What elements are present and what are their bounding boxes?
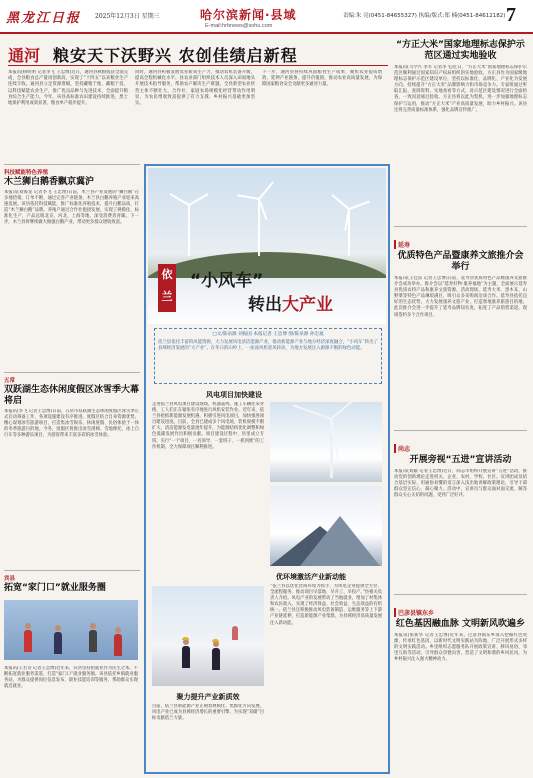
left-article-3	[4, 574, 139, 594]
turbine-closeup-photo	[270, 402, 382, 482]
left-article-2-text: 本报讯(李飞 记者王忠博)日前，五常市双跃湖生态休闲度假区冰雪季正式启动筹备工作，各项设施建设有序推进。度假区结合自身资源优势，精心谋划冰雪旅游项目，打造集冰雪娱乐、休闲度假、民俗体验于一体的冬季旅游目的地。今冬，度假区将推出冰雪滑梯、雪地摩托、冰上自行车等多种游乐项目，为游客带来丰富多彩的冰雪体验。	[4, 409, 139, 439]
lead-title: 粮安天下沃野兴 农创佳绩启新程	[53, 46, 298, 65]
person-head	[25, 623, 31, 629]
turbine-blade	[330, 402, 362, 420]
turbine-blade	[293, 404, 331, 420]
turbine-blade	[332, 194, 350, 210]
feature-story	[144, 164, 390, 774]
feature-text-2: “依兰县以优化营商环境为抓手，为风电企业提供全方位、全流程服务，推动项目早落地、早开工、早投产。”县相关负责人介绍。风电产业的发展带动了当地就业，增加了村集体和农民收入，实现了经济效益、社会效益、生态效益的有机统一。依兰县还积极推动风电装备制造、运维服务等上下游产业链延伸，打造新能源产业集群，为县域经济高质量发展注入新动能。	[270, 584, 382, 626]
divider	[394, 430, 527, 431]
turbine-blade	[188, 205, 190, 227]
lead-headline	[8, 40, 388, 66]
right-article-2-title: 优质特色产品暨康养文旅推介会举行	[397, 251, 524, 272]
divider	[4, 372, 140, 373]
section-title: 哈尔滨新闻·县域	[200, 8, 297, 22]
person-figure	[89, 630, 97, 652]
section-email: E-mail:hrbnews@sohu.com	[205, 23, 273, 29]
wind-farm-photo	[148, 168, 386, 324]
lead-column-3: 下一步，通河县将持续巩固粮食生产成果，聚焦农业提质增效，延伸产业链条，提升价值链，推动农业高质量发展，为保障国家粮食安全贡献更多通河力量。	[262, 70, 382, 88]
left-article-3-tag: 宾县	[4, 576, 16, 582]
divider	[4, 164, 140, 165]
worker-figure	[212, 648, 220, 670]
left-article-3-text: 本报讯(王若诗 记者王忠博)近年来，宾县坚持把就业作为民生之本，不断拓宽就业服务渠道，打造“家门口”就业服务圈。该县依托乡镇就业服务站，为群众提供岗位信息发布、职业技能培训等服务，帮助群众实现就近就业。	[4, 666, 138, 690]
right-article-3	[394, 436, 527, 597]
newspaper-logo: 黑龙江日报	[6, 11, 82, 26]
left-article-3-title: 拓宽“家门口”就业服务圈	[4, 583, 106, 593]
feature-byline: □文/陈泉源 刘振国 本报记者 王忠博 图/陈泉源 孙宏福	[212, 332, 324, 337]
right-article-4-text: 本报讯(张新华 记者王忠博)近年来，巴彦县镇东乡深入挖掘红色资源，传承红色基因，以新时代文明实践站为阵地，广泛开展形式多样的文明实践活动。乡里组织志愿服务队开展政策宣讲、移风易俗、邻里互助等活动，引导群众崇德向善，营造了文明和谐的乡风民风，为乡村振兴注入强大精神动力。	[394, 633, 527, 663]
right-article-1-title: “方正大米”国家地理标志保护示范区通过实地验收	[396, 40, 525, 61]
mountain-photo	[270, 486, 382, 566]
right-article-1	[394, 40, 527, 229]
workers-photo	[152, 586, 264, 686]
person-head	[55, 625, 61, 631]
lead-body	[8, 70, 388, 160]
left-article-1-title: 木兰狮白鹅香飘京冀沪	[4, 177, 95, 187]
left-article-2-title: 双跃湖生态休闲度假区冰雪季大幕将启	[4, 385, 140, 406]
lead-column-1: 本报讯(杨明明 记者李飞 王忠博)近日，通河县秋粮收获全面完成，全县粮食总产量再创新高，实现了“十四五”以来粮食生产连续丰收。通河县立足资源禀赋，坚持藏粮于地、藏粮于技，以科技赋能农业生产，推广优良品种与先进技术，全面提升粮食综合生产能力。今年，该县高标准农田建设持续推进，黑土地保护利用成效显著，粮食单产稳步提升。	[8, 70, 128, 107]
feature-title-line2	[248, 290, 333, 315]
right-article-4	[394, 600, 527, 773]
right-article-2	[394, 232, 527, 436]
feature-subhead-1: 风电项目加快建设	[206, 391, 262, 399]
issue-date: 2025年12月3日 星期三	[95, 13, 160, 20]
hard-hat	[182, 637, 189, 640]
climber-figure	[232, 626, 238, 640]
masthead	[0, 0, 533, 34]
hard-hat	[212, 639, 219, 642]
right-article-2-text: 本报讯(王佳雷 记者王忠博)日前，延寿县优质特色产品暨康养文旅推介会成功举办。推介会以“延寿好物·康养福地”为主题，全面展示延寿县优质农特产品和康养文旅资源。活动现场，延寿大米、黑木耳、山野菜等特色产品琳琅满目，吸引众多采购商洽谈合作。延寿县依托良好的生态优势，大力发展康养文旅产业，打造寒地康养旅游目的地。此次推介会进一步提升了延寿品牌知名度，拓宽了产品销售渠道，现场签约多个合作项目。	[394, 276, 527, 318]
left-article-1	[4, 168, 139, 360]
person-figure	[54, 632, 62, 654]
feature-title-prefix: 转出	[248, 295, 282, 315]
left-article-2-tag: 五常	[4, 378, 16, 384]
left-article-1-tag: 科技赋能特色养殖	[4, 170, 49, 176]
feature-text-1: 走进依兰县风电项目建设现场，机器轰鸣，施工车辆往来穿梭，工人们正在紧张有序地进行风机安装作业。近年来，依兰县抢抓新能源发展机遇，积极引进风电项目，加快推进项目建设进度。目前，全县已建成多个风电场，装机规模不断扩大，清洁能源发电量逐年提升，为能源结构优化调整和绿色低碳发展作出积极贡献。项目建设过程中，县里成立专班，实行“一个项目、一名领导、一套班子、一抓到底”的工作机制，全力保障项目顺利推进。	[152, 402, 264, 450]
job-service-photo	[4, 600, 138, 660]
left-article-1-text: 本报讯(刘海龙 记者李飞 王忠博)日前，木兰县产业发展的“狮白鹅”在多地热销，订单不断，通过完善产业链条，木兰县白鹅养殖产业迎来高速发展。该县依托科技赋能，推广标准化养殖技术，提升白鹅品质，打造“木兰狮白鹅”品牌。养殖户通过合作社抱团发展，实现了规模化、标准化生产，产品远销北京、河北、上海等地，深受消费者青睐。下一步，木兰县将继续做大做强白鹅产业，带动更多群众增收致富。	[4, 190, 139, 226]
feature-text-3: 目前，依兰县新能源产业正朝着规模化、集群化方向发展，风电产业已成为县域经济增长的重要引擎，为实现“双碳”目标贡献依兰力量。	[152, 704, 264, 722]
divider	[394, 594, 527, 595]
person-figure	[114, 634, 122, 656]
left-article-2	[4, 376, 139, 585]
divider	[394, 226, 527, 227]
feature-summary: 依兰县依托丰富的风能资源，大力发展风电清洁能源产业，推动新能源产业与地方经济深度融合，“小风车”转出了县域经济发展的“大产业”。在冬日的山岭上，一座座风机迎风转动，为地方发展注入源源不断的绿色动能。	[158, 340, 378, 352]
turbine-blade	[169, 193, 189, 206]
feature-county-tag: 依兰	[158, 264, 176, 312]
person-figure	[24, 630, 32, 652]
feature-title-line1: “小风车”	[190, 271, 264, 291]
divider	[4, 570, 140, 571]
lead-kicker: 通河	[8, 46, 41, 65]
lead-column-2: 同时，通河县积极发展农业新质生产力，推动农机装备升级，提高全程机械化水平。县农业部门组织技术人员深入田间地头开展技术指导服务，帮助农户解决生产难题。全县新型农业经营主体不断壮大，合作社、家庭农场规模化经营带动作用明显，为农民增收致富提供了有力支撑，乡村振兴基础更加坚实。	[135, 70, 255, 107]
feature-intro-box	[154, 328, 382, 384]
feature-title-accent: 大产业	[282, 295, 333, 315]
right-article-3-title: 开展旁视“五进”宣讲活动	[409, 455, 512, 465]
person-head	[90, 623, 96, 629]
person-head	[115, 627, 121, 633]
turbine-blade	[258, 182, 274, 200]
feature-subhead-2: 优环境激活产业新动能	[276, 573, 346, 581]
right-article-4-title: 红色基因融血脉 文明新风吹遍乡	[395, 619, 526, 629]
mountain-shape	[300, 516, 380, 566]
photo-caption: 聚力提升产业新质效	[176, 693, 240, 701]
wind-turbine	[258, 198, 260, 256]
right-article-3-tag: 尚志	[394, 444, 410, 453]
editor-credits: 责编:朱 亮(0451-84655327) 执编/版式:郑 楠(0451-84612182)	[343, 13, 506, 19]
right-article-1-text: 本报讯(马学兴 李军 记者李飞)近日，“方正大米”国家地理标志保护示范区顺利通过国家知识产权局组织的实地验收。方正县作为国家级地理标志保护示范区建设单位，坚持以标准化、品牌化、产业化为发展方向，持续提升“方正大米”品牌影响力和市场竞争力。专家组通过听取汇报、查阅资料、实地查看等方式，对示范区建设情况进行全面检查，一致同意通过验收。方正县将以此为契机，进一步加强地理标志保护与运用，推动“方正大米”产业高质量发展，助力乡村振兴。该县还将完善质量标准体系，强化品牌宣传推广。	[394, 65, 527, 113]
right-article-2-tag: 延寿	[394, 240, 410, 249]
turbine-blade	[349, 201, 370, 210]
right-article-3-text: 本报讯(刘颖 记者王忠博)近日，尚志市组织开展宣讲“五进”活动，推动党的创新理论走进机关、企业、农村、学校、社区。宣讲团成员结合基层实际，用通俗易懂的语言深入浅出地讲解政策理论，引导干部群众坚定信心、凝心聚力。活动中，宣讲员与群众面对面交流，解答群众关心关切的问题，受到广泛好评。	[394, 469, 527, 499]
page-number: 7	[506, 4, 516, 26]
worker-figure	[182, 646, 190, 668]
right-article-4-tag: 巴彦县镇东乡	[394, 608, 434, 617]
turbine-blade	[189, 193, 209, 206]
turbine-blade	[237, 194, 259, 200]
